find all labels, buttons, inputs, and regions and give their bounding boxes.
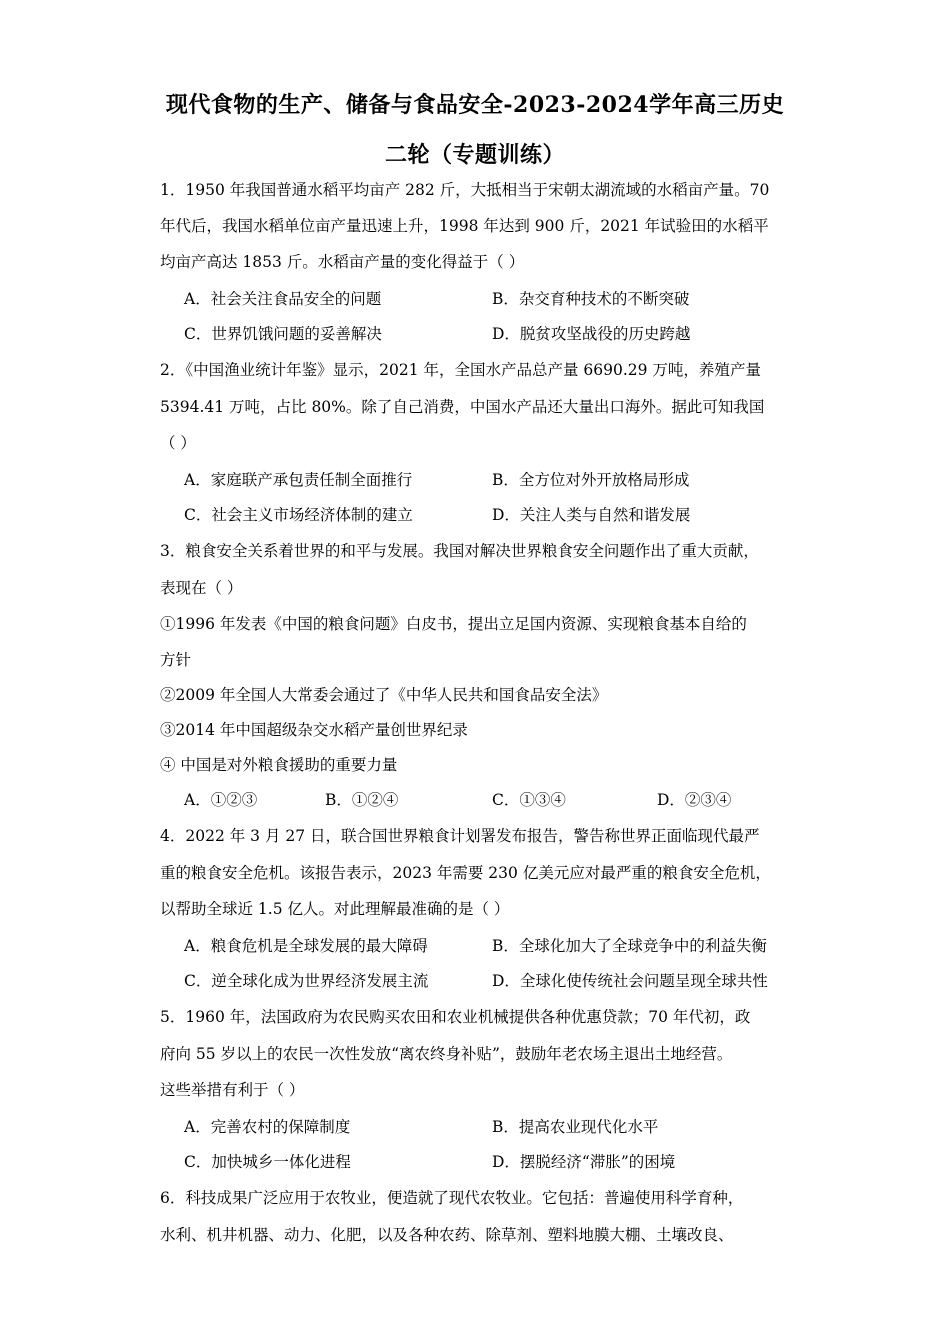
q4-option-a: A．粮食危机是全球发展的最大障碍: [184, 937, 428, 955]
q2-option-b: B．全方位对外开放格局形成: [492, 471, 690, 489]
q5-option-a: A．完善农村的保障制度: [184, 1118, 351, 1136]
document-title-line1: 现代食物的生产、储备与食品安全-2023-2024学年高三历史: [165, 92, 785, 118]
q3-item-1-line1: ①1996 年发表《中国的粮食问题》白皮书，提出立足国内资源、实现粮食基本自给的: [160, 615, 747, 633]
q1-option-b: B．杂交育种技术的不断突破: [492, 290, 690, 308]
q2-stem-line1: 2．《中国渔业统计年鉴》显示，2021 年，全国水产品总产量 6690.29 万吨，养殖产量: [160, 361, 761, 379]
q5-stem-line2: 府向 55 岁以上的农民一次性发放“离农终身补贴”，鼓励年老农场主退出土地经营。: [160, 1045, 733, 1063]
q4-stem-line2: 重的粮食安全危机。该报告表示，2023 年需要 230 亿美元应对最严重的粮食安全危机，: [160, 864, 771, 882]
q1-option-a: A．社会关注食品安全的问题: [184, 290, 382, 308]
q2-option-a: A．家庭联产承包责任制全面推行: [184, 471, 413, 489]
q2-stem-line2: 5394.41 万吨，占比 80%。除了自己消费，中国水产品还大量出口海外。据此可知我国: [160, 398, 765, 416]
q3-option-c: C．①③④: [492, 791, 566, 809]
q4-option-b: B．全球化加大了全球竞争中的利益失衡: [492, 937, 767, 955]
q3-stem-line1: 3．粮食安全关系着世界的和平与发展。我国对解决世界粮食安全问题作出了重大贡献，: [160, 542, 759, 560]
q4-stem-line1: 4．2022 年 3 月 27 日，联合国世界粮食计划署发布报告，警告称世界正面临现代最严: [160, 827, 760, 845]
q4-option-d: D．全球化使传统社会问题呈现全球共性: [492, 972, 768, 990]
document-title-line2: 二轮（专题训练）: [384, 142, 565, 168]
q3-item-1-line2: 方针: [160, 651, 192, 669]
q1-option-d: D．脱贫攻坚战役的历史跨越: [492, 325, 691, 343]
q1-stem-line3: 均亩产高达 1853 斤。水稻亩产量的变化得益于（ ）: [160, 253, 525, 271]
q3-item-4: ④ 中国是对外粮食援助的重要力量: [160, 756, 398, 774]
q1-stem-line2: 年代后，我国水稻单位亩产量迅速上升，1998 年达到 900 斤，2021 年试验田的水稻平: [160, 217, 769, 235]
q5-stem-line1: 5．1960 年，法国政府为农民购买农田和农业机械提供各种优惠贷款；70 年代初，政: [160, 1008, 751, 1026]
q2-stem-line3: （ ）: [160, 434, 196, 452]
q1-option-c: C．世界饥饿问题的妥善解决: [184, 325, 382, 343]
q3-option-a: A．①②③: [184, 791, 258, 809]
q5-option-d: D．摆脱经济“滞胀”的困境: [492, 1153, 676, 1171]
q3-option-d: D．②③④: [657, 791, 732, 809]
q3-option-b: B．①②④: [325, 791, 399, 809]
q6-stem-line2: 水利、机井机器、动力、化肥，以及各种农药、除草剂、塑料地膜大棚、土壤改良、: [160, 1226, 734, 1244]
q3-item-3: ③2014 年中国超级杂交水稻产量创世界纪录: [160, 721, 468, 739]
q6-stem-line1: 6．科技成果广泛应用于农牧业，便造就了现代农牧业。它包括：普遍使用科学育种，: [160, 1189, 744, 1207]
q4-stem-line3: 以帮助全球近 1.5 亿人。对此理解最准确的是（ ）: [160, 900, 510, 918]
q5-option-c: C．加快城乡一体化进程: [184, 1153, 351, 1171]
q2-option-c: C．社会主义市场经济体制的建立: [184, 506, 413, 524]
q5-option-b: B．提高农业现代化水平: [492, 1118, 659, 1136]
q1-stem-line1: 1．1950 年我国普通水稻平均亩产 282 斤，大抵相当于宋朝太湖流域的水稻亩产量。70: [160, 181, 770, 199]
q5-stem-line3: 这些举措有利于（ ）: [160, 1081, 305, 1099]
q3-item-2: ②2009 年全国人大常委会通过了《中华人民共和国食品安全法》: [160, 686, 608, 704]
q3-stem-line2: 表现在（ ）: [160, 579, 243, 597]
q4-option-c: C．逆全球化成为世界经济发展主流: [184, 972, 429, 990]
q2-option-d: D．关注人类与自然和谐发展: [492, 506, 691, 524]
